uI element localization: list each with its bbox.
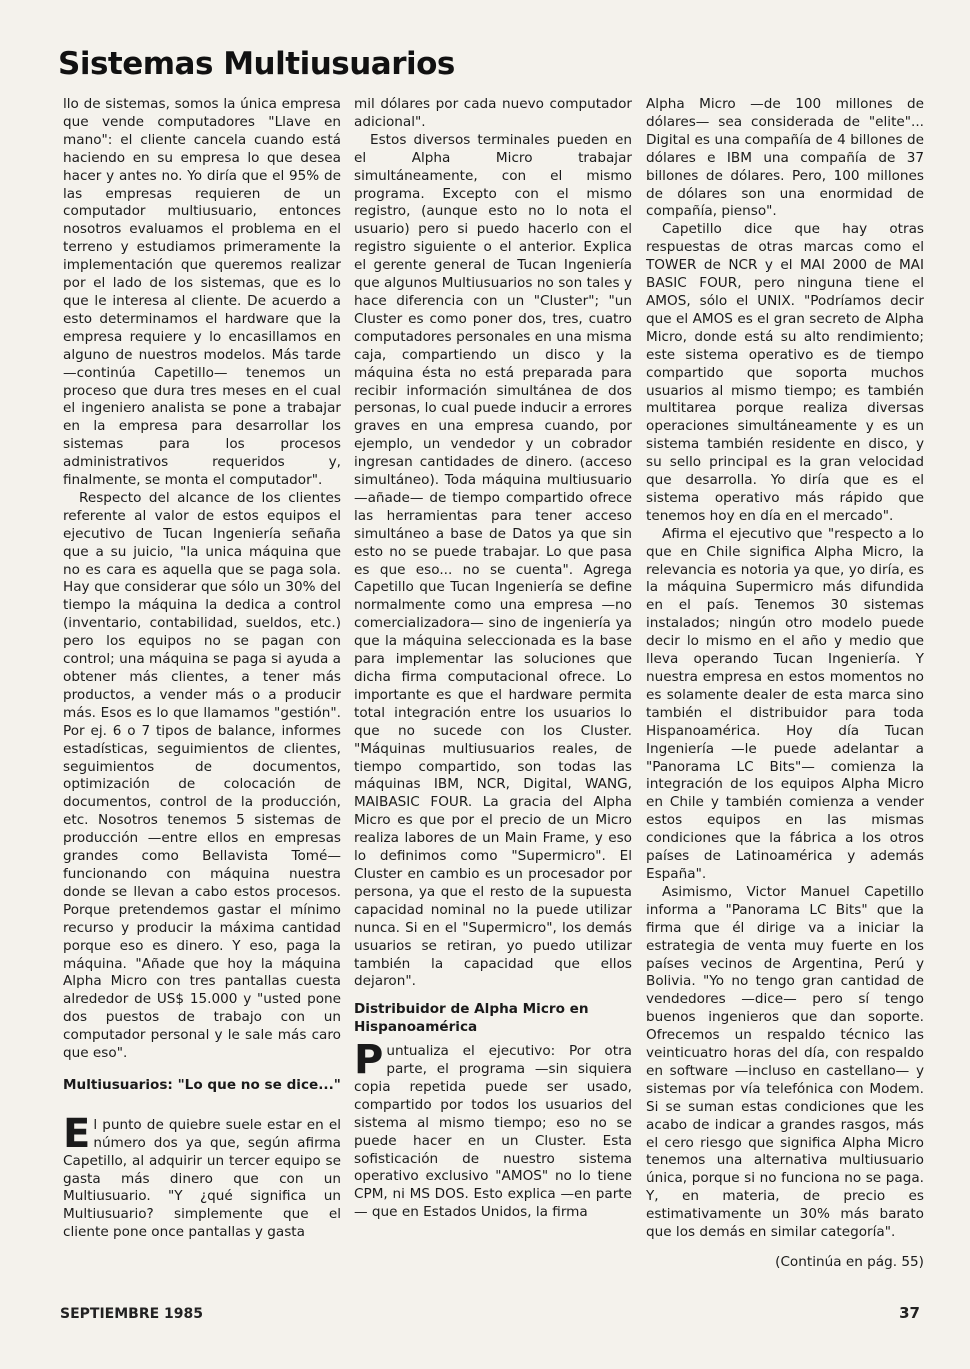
paragraph: Respecto del alcance de los clientes referente al valor de estos equipos el ejecutivo de Tucan Ingeniería señaña que a su juicio, "la unica máquina que no es cara es aquella que se paga sola. Hay que considerar que sólo un 30% del tiempo la máquina la dedica a control (inventario, contabilidad, sueldos, etc.) pero los equipos no se pagan con control; una máquina se paga si ayuda a obtener más clientes, a tener más productos, a vender más o a producir más. Esos es lo que llamamos "gestión". Por ej. 6 o 7 tipos de balance, informes estadísticas, seguimientos de clientes, seguimientos de documentos, optimización de colocación de documentos, control de la producción, etc. Nosotros tenemos 5 sistemas de producción —entre ellos en empresas grandes como Bellavista Tomé— funcionando con máquina nuestra donde se llevan a cabo estos procesos. Porque pretendemos gastar el mínimo recurso y producir la máxima cantidad porque eso es dinero. Y eso, paga la máquina. "Añade que hoy la máquina Alpha Micro con tres pantallas cuesta alrededor de US$ 15.000 y "usted pone dos puestos de trabajo con un computador personal y le sale más caro que eso". — [63, 489, 341, 1062]
paragraph: mil dólares por cada nuevo computador adicional". — [354, 96, 632, 130]
drop-cap: P — [354, 1037, 384, 1084]
page-number: 37 — [899, 1304, 920, 1322]
paragraph: Capetillo dice que hay otras respuestas de otras marcas como el TOWER de NCR y el MAI 2000 de MAI BASIC FOUR, pero ninguna tiene el AMOS, sólo el UNIX. "Podríamos decir que el AMOS es el gran secreto de Alpha Micro, donde está su alto rendimiento; este sistema operativo es de tiempo compartido que soporta muchos usuarios al mismo tiempo; es también multitarea porque realiza diversas operaciones simultáneamente y es un sistema también residente en disco, y su sello principal es la gran velocidad que desarrolla. Yo diría que es el sistema operativo más rápido que tenemos hoy en día en el mercado". — [646, 221, 924, 524]
paragraph: Estos diversos terminales pueden en el Alpha Micro trabajar simultáneamente, con el mismo programa. Excepto con el mismo registro, (aunque esto no lo nota el usuario) pero si puedo hacerlo con el registro siguiente o el anterior. Explica el gerente general de Tucan Ingeniería que algunos Multiusuarios no son tales y hace diferencia con un "Cluster"; "un Cluster es como poner dos, tres, cuatro computadores personales en una misma caja, compartiendo un disco y la máquina ésta no está preparada para recibir información simultánea de dos personas, lo cual puede inducir a errores graves en una empresa cuando, por ejemplo, un vendedor y un cobrador ingresan cantidades de dinero. (acceso simultáneo). Toda máquina multiusuario —añade— de tiempo compartido ofrece las herramientas para tener acceso simultáneo a base de Datos ya que sin esto no se puede trabajar. Lo que pasa es que eso... no se cuenta". Agrega Capetillo que Tucan Ingeniería se define normalmente como una empresa —no comercializadora— sino de ingeniería ya que la máquina seleccionada es la base para implementar las soluciones que dicha firma computacional ofrece. Lo importante es que el hardware permita total integración entre los usuarios lo que no sucede con los Cluster. "Máquinas multiusuarios reales, de tiempo compartido, son todas las máquinas IBM, NCR, Digital, WANG, MAIBASIC FOUR. La gracia del Alpha Micro es que por el precio de un Micro realiza labores de un Main Frame, y eso lo definimos como "Supermicro". El Cluster en cambio es un procesador por persona, ya que el resto de la supuesta capacidad nominal no la puede utilizar nunca. Si en el "Supermicro", los demás usuarios se retiran, yo puedo utilizar también la capacidad que ellos dejaron". — [354, 131, 633, 990]
column-3 — [646, 96, 924, 1272]
drop-cap: E — [63, 1110, 91, 1157]
section-subhead: Distribuidor de Alpha Micro en Hispanoamérica — [354, 1001, 589, 1036]
section-subhead: Multiusuarios: "Lo que no se dice..." — [63, 1076, 341, 1093]
paragraph-with-dropcap — [354, 1037, 632, 1222]
continued-note: (Continúa en pág. 55) — [775, 1254, 924, 1270]
paragraph-text: untualiza el ejecutivo: Por otra parte, el programa —sin siquiera copia repetida puede ser usado, compartido por todos los usuarios del sistema al mismo tiempo; eso no se puede hacer en un Cluster. Esta sofisticación de nuestro sistema operativo exclusivo "AMOS" no lo tiene CPM, ni MS DOS. Esto explica —en parte— que en Estados Unidos, la firma — [354, 1043, 632, 1221]
paragraph: Alpha Micro —de 100 millones de dólares— sea considerada de "elite"... Digital es una compañía de 4 billones de dólares e IBM una compañía de 37 billones de dólares. Pero, 100 millones de dólares son una enormidad de compañía, pienso". — [646, 96, 924, 220]
column-1 — [63, 96, 341, 1242]
paragraph: Asimismo, Victor Manuel Capetillo informa a "Panorama LC Bits" que la firma que él dirige va a iniciar la estrategia de venta muy fuerte en los países vecinos de Argentina, Perú y Bolivia. "Yo no tengo gran cantidad de vendedores —dice— pero sí tengo buenos ingenieros que dan soporte. Ofrecemos un respaldo técnico las veinticuatro horas del día, con respaldo en software —incluso en castellano— y sistemas por vía telefónica con Modem. Si se suman estas condiciones que les acabo de indicar a grandes rasgos, más el cero riesgo que significa Alpha Micro tenemos una alternativa multiusuario única, porque si no funciona no se paga. Y, en materia, de precio es estimativamente un 30% más barato que los demás en similar categoría". — [646, 883, 924, 1241]
paragraph-text: l punto de quiebre suele estar en el número dos ya que, según afirma Capetillo, al adquirir un tercer equipo se gasta más dinero que con un Multiusuario. "Y ¿qué significa un Multiusuario? simplemente que el cliente pone once pantallas y gasta — [63, 1116, 341, 1241]
issue-date: SEPTIEMBRE 1985 — [60, 1306, 204, 1322]
page-title: Sistemas Multiusuarios — [58, 46, 455, 82]
paragraph-with-dropcap — [63, 1110, 341, 1242]
paragraph: llo de sistemas, somos la única empresa que vende computadores "Llave en mano": el cliente cancela cuando está haciendo en su empresa lo que desea hacer y antes no. Yo diría que el 95% de las empresas requieren de un computador multiusuario, entonces nosotros evaluamos el problema en el terreno y estudiamos primeramente la implementación que queremos realizar por el lado de los sistemas, que es lo que le interesa al cliente. De acuerdo a esto determinamos el hardware que la empresa requiere y lo encasillamos en alguno de nuestros modelos. Más tarde —continúa Capetillo— tenemos un proceso que dura tres meses en el cual el ingeniero analista se pone a trabajar en la empresa para desarrollar los sistemas para los procesos administrativos requeridos y, finalmente, se monta el computador". — [63, 96, 341, 489]
column-2 — [354, 96, 632, 1222]
paragraph: Afirma el ejecutivo que "respecto a lo que en Chile significa Alpha Micro, la relevancia es notoria ya que, yo diría, es la máquina Supermicro más difundida en el país. Tenemos 30 sistemas instalados; ningún otro modelo puede decir lo mismo en el año y medio que lleva operando Tucan Ingeniería. Y nuestra empresa en estos momentos no es solamente dealer de esta marca sino también el distribuidor para toda Hispanoamérica. Hoy día Tucan Ingeniería —le puede adelantar a "Panorama LC Bits"— comienza la integración de los equipos Alpha Micro en Chile y también comienza a vender estos equipos en las mismas condiciones que la fábrica a los otros países de Latinoamérica y además España". — [646, 525, 924, 882]
